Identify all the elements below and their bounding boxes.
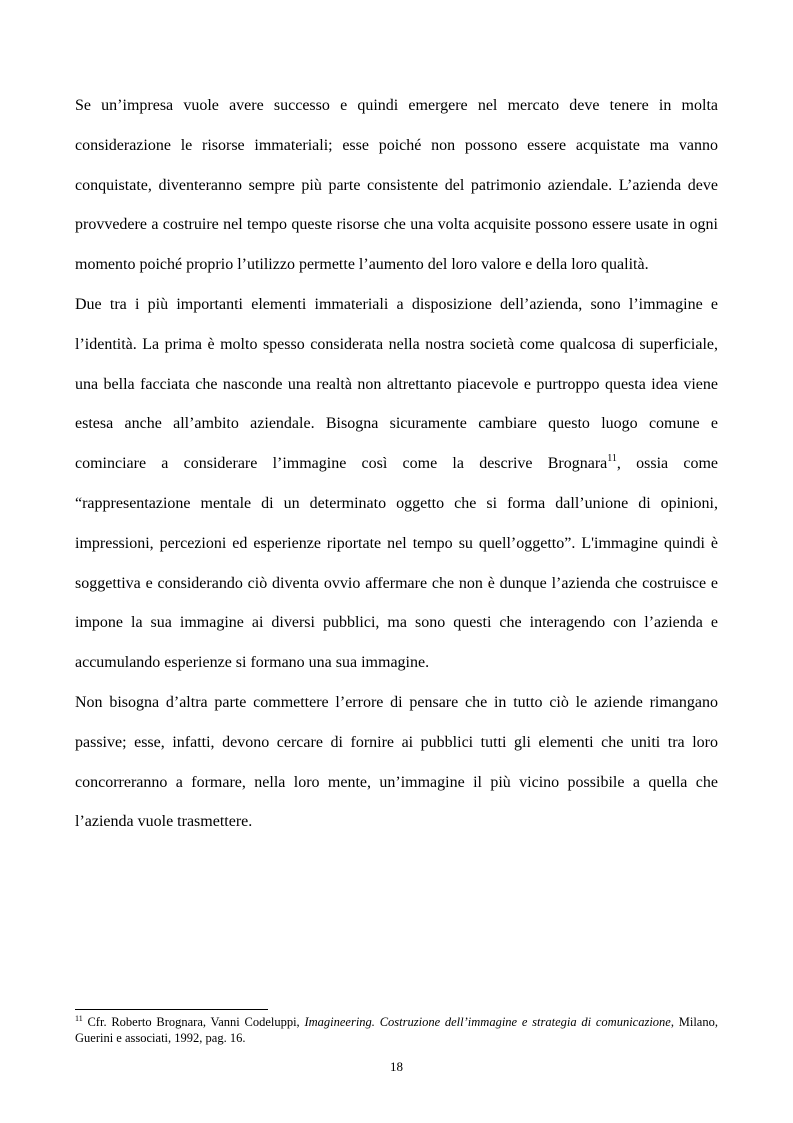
paragraph-1: Se un’impresa vuole avere successo e quindi emergere nel mercato deve tenere in molta considerazione le risorse immateriali; esse poiché non possono essere acquistate ma vanno conquistate, diventeranno sempre più parte consistente del patrimonio aziendale. L’azienda deve provvedere a costruire nel tempo queste risorse che una volta acquisite possono essere usate in ogni momento poiché proprio l’utilizzo permette l’aumento del loro valore e della loro qualità.	[75, 97, 718, 274]
paragraph-3: Non bisogna d’altra parte commettere l’errore di pensare che in tutto ciò le aziende rimangano passive; esse, infatti, devono cercare di fornire ai pubblici tutti gli elementi che uniti tra loro concorreranno a formare, nella loro mente, un’immagine il più vicino possibile a quella che l’azienda vuole trasmettere.	[75, 693, 718, 831]
footnote-separator	[75, 1009, 268, 1010]
footnote-text-start: Cfr. Roberto Brognara, Vanni Codeluppi,	[82, 1015, 305, 1029]
footnote	[75, 1015, 718, 1046]
paragraph-2-text-end: , ossia come “rappresentazione mentale di un determinato oggetto che si forma dall’unione di opinioni, impressioni, percezioni ed esperienze riportate nel tempo su quell’oggetto”. L'immagine quindi è soggettiva e considerando ciò diventa ovvio affermare che non è dunque l’azienda che costruisce e impone la sua immagine ai diversi pubblici, ma sono questi che interagendo con l’azienda e accumulando esperienze si formano una sua immagine.	[75, 455, 719, 672]
footnote-book-title: Imagineering. Costruzione dell’immagine e strategia di comunicazione	[304, 1015, 671, 1029]
paragraph-2-text-start: Due tra i più importanti elementi immateriali a disposizione dell’azienda, sono l’immagine e l’identità. La prima è molto spesso considerata nella nostra società come qualcosa di superficiale, una bella facciata che nasconde una realtà non altrettanto piacevole e purtroppo questa idea viene estesa anche all’ambito aziendale. Bisogna sicuramente cambiare questo luogo comune e cominciare a considerare l’immagine così come la descrive Brognara	[75, 295, 718, 473]
page-number: 18	[390, 1059, 403, 1074]
footnote-text-end: , Milano, Guerini e associati, 1992, pag. 16.	[75, 1015, 718, 1045]
footnote-reference[interactable]: 11	[607, 453, 617, 465]
paragraph-2	[75, 285, 718, 683]
footnote-number: 11	[75, 1014, 83, 1023]
body-text	[75, 86, 718, 842]
